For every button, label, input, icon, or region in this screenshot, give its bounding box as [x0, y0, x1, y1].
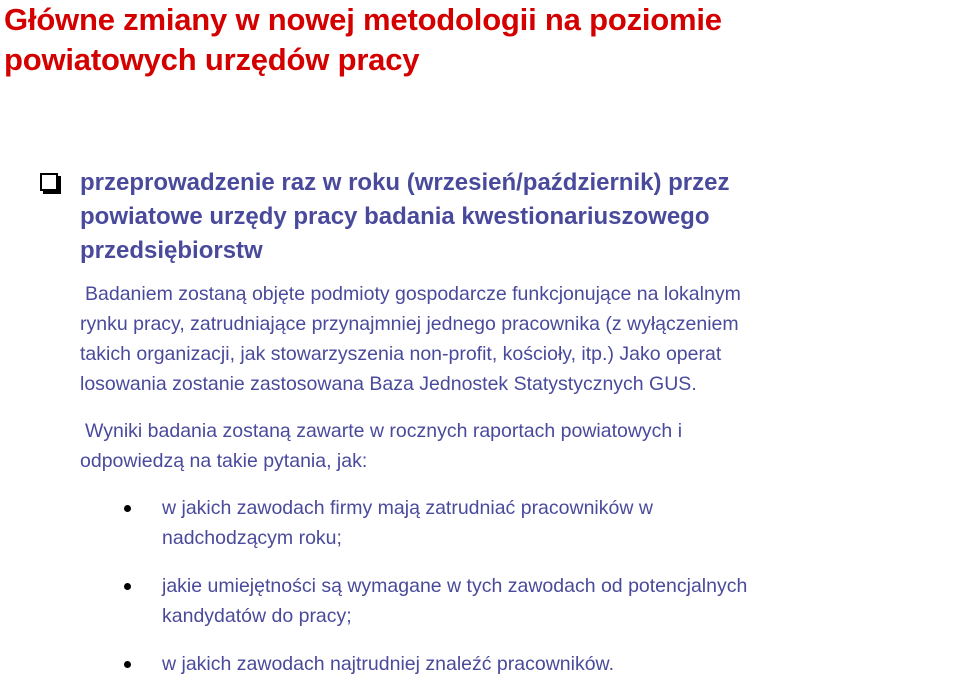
- main-bullet-text: [80, 166, 940, 268]
- list-item: [120, 649, 960, 679]
- checkbox-icon: [40, 173, 58, 191]
- list-item-line-1: jakie umiejętności są wymagane w tych zawodach od potencjalnych: [162, 575, 748, 597]
- paragraph-scope: [80, 279, 960, 399]
- bullet-dot-icon: [124, 583, 131, 590]
- list-item-line-1: w jakich zawodach firmy mają zatrudniać pracowników w: [162, 497, 653, 519]
- paragraph-scope-line-1: Badaniem zostaną objęte podmioty gospodarcze funkcjonujące na lokalnym: [85, 283, 741, 305]
- main-bullet-line-1: przeprowadzenie raz w roku (wrzesień/październik) przez: [80, 169, 730, 196]
- paragraph-scope-line-4: losowania zostanie zastosowana Baza Jednostek Statystycznych GUS.: [80, 373, 697, 395]
- paragraph-results-line-2: odpowiedzą na takie pytania, jak:: [80, 450, 368, 472]
- main-bullet-line-3: przedsiębiorstw: [80, 237, 263, 264]
- bullet-dot-icon: [124, 661, 131, 668]
- paragraph-results-line-1: Wyniki badania zostaną zawarte w rocznych raportach powiatowych i: [85, 420, 683, 442]
- slide-title: [4, 0, 944, 80]
- bullet-dot-icon: [124, 505, 131, 512]
- list-item-line-2: kandydatów do pracy;: [162, 605, 352, 627]
- list-item-line-2: nadchodzącym roku;: [162, 527, 342, 549]
- paragraph-scope-line-3: takich organizacji, jak stowarzyszenia non-profit, kościoły, itp.) Jako operat: [80, 343, 722, 365]
- list-item: [120, 493, 960, 553]
- slide-title-line-2: powiatowych urzędów pracy: [4, 42, 420, 77]
- list-item: [120, 571, 960, 631]
- paragraph-results: [80, 416, 960, 476]
- slide-title-line-1: Główne zmiany w nowej metodologii na poziomie: [4, 2, 722, 37]
- paragraph-scope-line-2: rynku pracy, zatrudniające przynajmniej jednego pracownika (z wyłączeniem: [80, 313, 739, 335]
- question-list: [120, 493, 960, 679]
- list-item-line-1: w jakich zawodach najtrudniej znaleźć pracowników.: [162, 653, 614, 675]
- main-bullet-line-2: powiatowe urzędy pracy badania kwestionariuszowego: [80, 203, 710, 230]
